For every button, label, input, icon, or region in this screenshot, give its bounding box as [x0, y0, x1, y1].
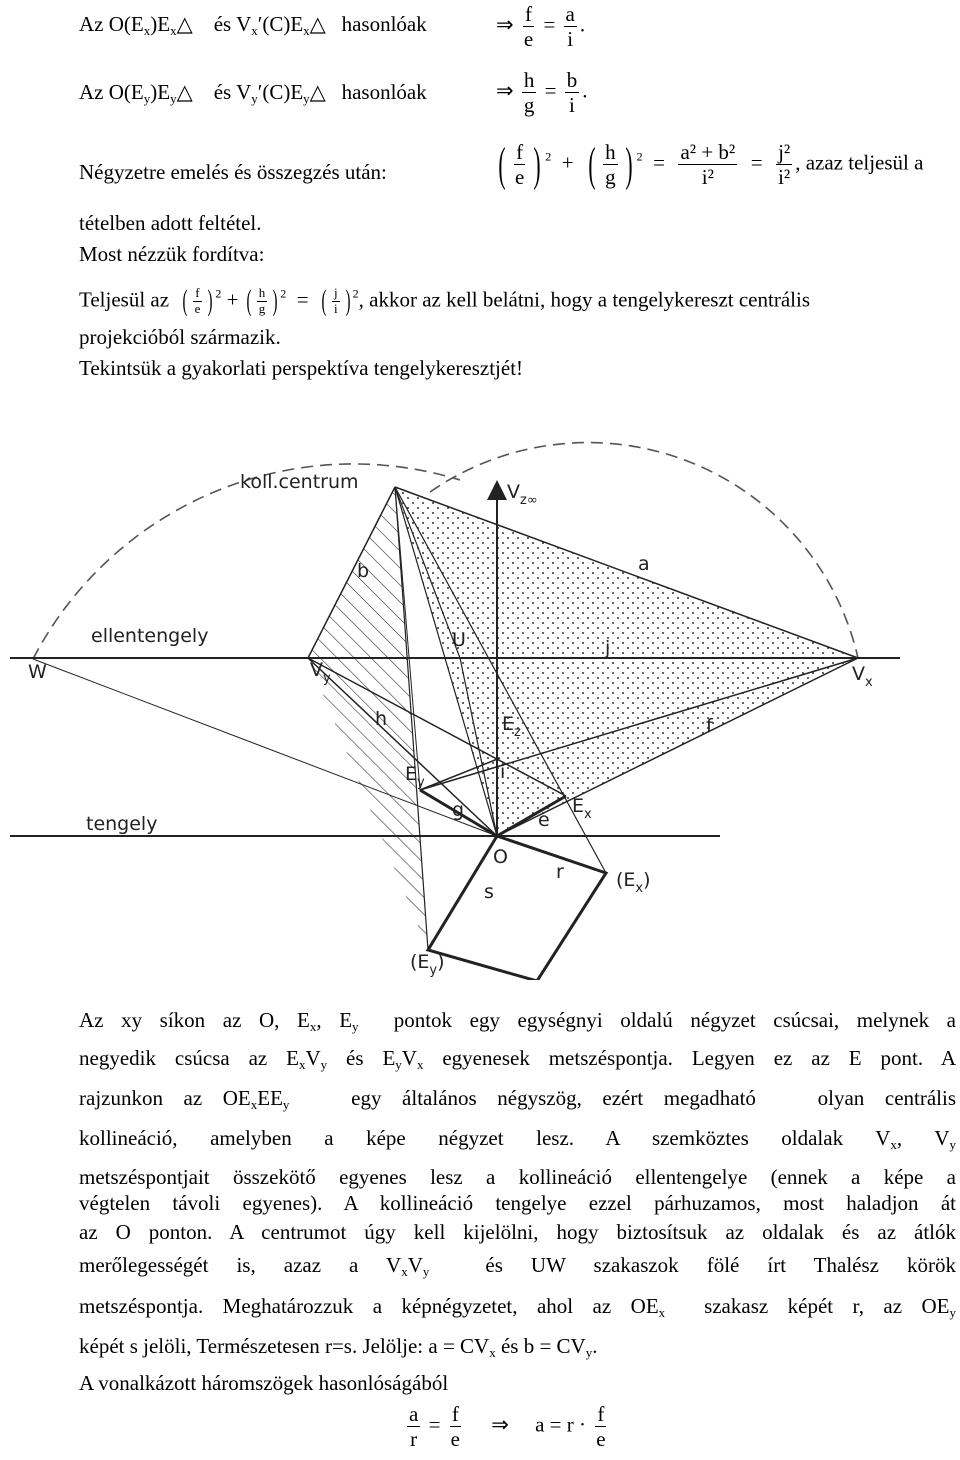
triangle-icon: △ [176, 80, 193, 104]
formula-line-2: Az $O(E_y)E_y\triangle$ és $V_y'(C)E_y\triangle$ hasonlóak [79, 80, 427, 106]
para-line-8: merőlegességét is, azaz a $V_xV_y$ és UW szakaszok fölé írt Thalész körök [79, 1253, 956, 1279]
triangle-icon: △ [176, 12, 193, 36]
triangle-icon: △ [309, 12, 326, 36]
label-b: b [357, 560, 370, 582]
label-u: U [452, 629, 466, 651]
label-j: j [605, 637, 611, 659]
formula-line-2-right: ⇒ $\frac{h}{g}$ = $\frac{b}{i}$ . [496, 68, 588, 118]
image-square [428, 836, 606, 980]
label-ellentengely: ellentengely [91, 625, 209, 647]
final-formula: $\frac{a}{r}$ = $\frac{f}{e}$ ⇒ a = r · $\frac{f}{e}$ [409, 1402, 606, 1452]
formula-line-1: Az $O(E_x)E_x\triangle$ és $V_x'(C)E_x\triangle$ hasonlóak [79, 12, 427, 38]
formula-line-1-right: ⇒ $\frac{f}{e}$ = $\frac{a}{i}$ . [496, 2, 586, 52]
label-vx: $V_x$ [852, 663, 873, 690]
para-line-2: negyedik csúcsa az $E_xV_y$ és $E_yV_x$ egyenesek metszéspontja. Legyen ez az E pont. A [79, 1046, 957, 1072]
text-line-8: Tekintsük a gyakorlati perspektíva tengelykeresztjét! [79, 356, 524, 380]
label-vz: $V_{z\infty}$ [507, 481, 538, 508]
para-line-3: rajzunkon az $OE_xEE_y$ egy általános négyszög, ezért megadható olyan centrális [79, 1086, 957, 1112]
para-line-6: végtelen távoli egyenes). A kollineáció tengelye ezzel párhuzamos, most haladjon át [79, 1191, 956, 1215]
geometry-figure [0, 440, 960, 980]
label-o: O [493, 846, 508, 868]
line-uw [33, 659, 497, 836]
triangle-icon: △ [309, 80, 326, 104]
label-ey: $E_y$ [405, 763, 425, 790]
implies-icon: ⇒ [491, 1412, 509, 1437]
implies-icon: ⇒ [496, 12, 514, 37]
label-e: e [538, 809, 550, 831]
para-line-9: metszéspontja. Meghatározzuk a képnégyzetet, ahol az $OE_x$ szakasz képét r, az $OE_y$ [79, 1294, 956, 1320]
para-line-5: metszéspontjait összekötő egyenes lesz a kollineáció ellentengelye (ennek a képe a [79, 1165, 956, 1189]
para-line-1: Az xy síkon az O, $E_x$, $E_y$ pontok egy egységnyi oldalú négyzet csúcsai, melynek a [79, 1008, 956, 1034]
label-w: W [28, 661, 47, 683]
dotted-triangle [395, 487, 858, 836]
label-ex-image: $(E_x)$ [616, 869, 651, 896]
text-line-7: projekcióból származik. [79, 325, 281, 349]
label-g: g [452, 799, 465, 821]
formula-line-3-text: Négyzetre emelés és összegzés után: [79, 160, 387, 184]
label-r: r [556, 861, 564, 883]
label-vy: $V_y$ [310, 659, 331, 686]
para-line-10: képét s jelöli, Természetesen r=s. Jelölje: $a = CV_x$ és $b = CV_y$. [79, 1334, 598, 1360]
label-ez: $E_z$ [502, 713, 521, 740]
hatched-triangle [308, 487, 428, 950]
para-line-11: A vonalkázott háromszögek hasonlóságából [79, 1371, 449, 1395]
text-line-5: Most nézzük fordítva: [79, 242, 265, 266]
label-a: a [638, 553, 650, 575]
label-h: h [375, 708, 388, 730]
implies-icon: ⇒ [496, 78, 514, 103]
label-tengely: tengely [86, 813, 158, 835]
label-ey-image: $(E_y)$ [410, 951, 445, 978]
para-line-4: kollineáció, amelyben a képe négyzet lesz. A szemköztes oldalak $V_x$, $V_y$ [79, 1126, 956, 1152]
text-line-4: tételben adott feltétel. [79, 211, 262, 235]
para-line-7: az O ponton. A centrumot úgy kell kijelölni, hogy biztosítsuk az oldalak és az átlók [79, 1220, 956, 1244]
label-ex: $E_x$ [572, 795, 592, 822]
label-koll-centrum: koll.centrum [240, 471, 359, 493]
formula-line-3-math: ( $\frac{f}{e}$ ) $^2$ + ( $\frac{h}{g}$ ) $^2$ = $\frac{\text{a² + b²}}{\text{i²}}$ = $\frac{\text{j²}}{\text{i²}}$ , azaz teljesül a [498, 137, 924, 191]
formula-line-6: Teljesül az ( $\frac{f}{e}$ ) $^2$ + ( $\frac{h}{g}$ ) $^2$ = ( $\frac{j}{i}$ ) $^2$, akkor az kell belátni, hogy a tengelykereszt centrális [79, 284, 810, 318]
label-s: s [484, 881, 494, 903]
label-i: i [500, 761, 506, 783]
label-f: f [706, 715, 713, 737]
